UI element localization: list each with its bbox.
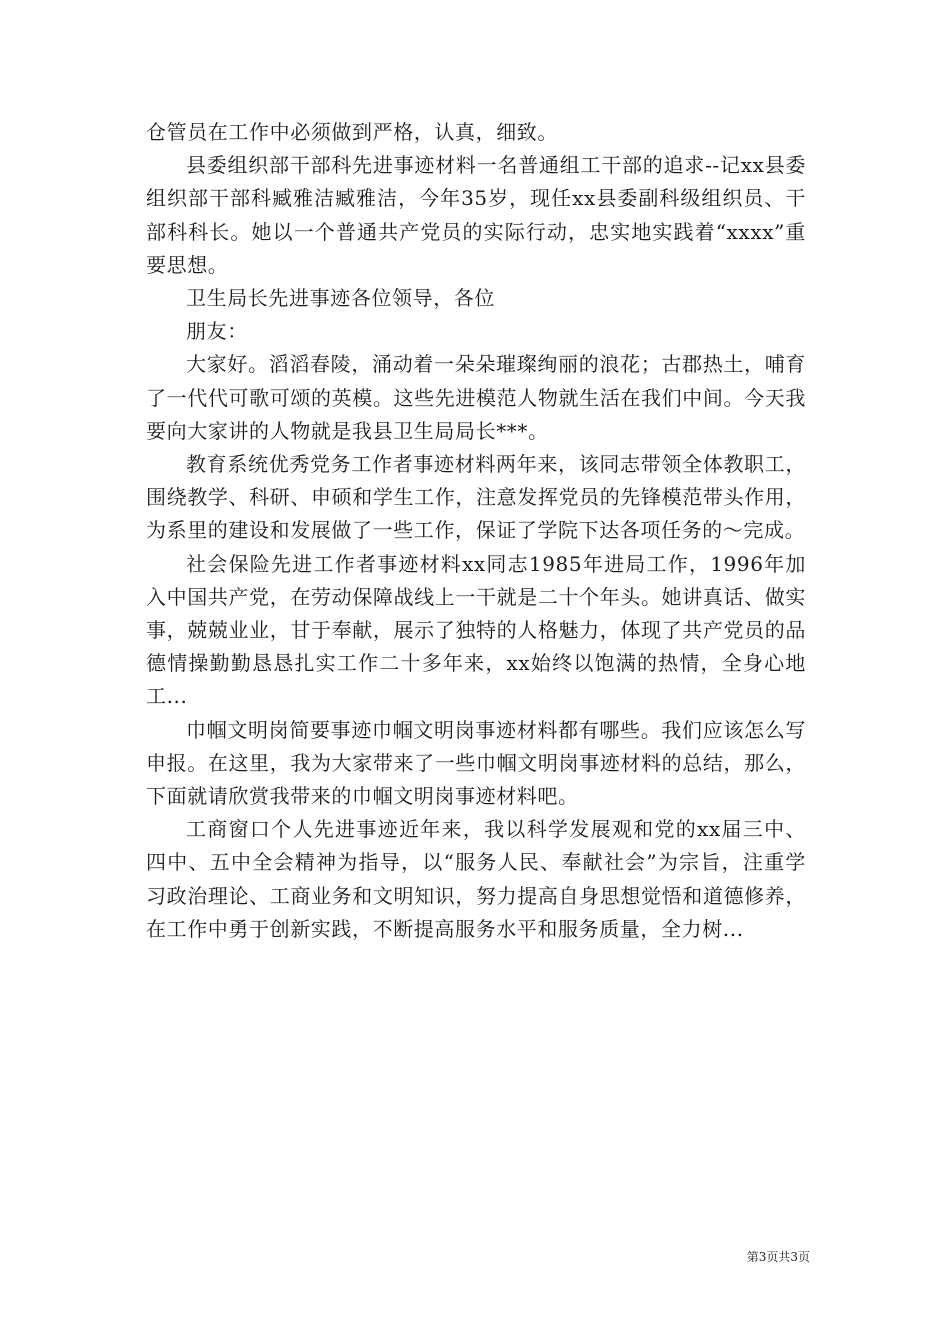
paragraph-8: 巾帼文明岗简要事迹巾帼文明岗事迹材料都有哪些。我们应该怎么写申报。在这里，我为大家带来了一些巾帼文明岗事迹材料的总结，那么，下面就请欣赏我带来的巾帼文明岗事迹材料吧。 bbox=[146, 717, 806, 809]
paragraph-4: 朋友： bbox=[186, 319, 248, 344]
paragraph-3: 卫生局长先进事迹各位领导，各位 bbox=[186, 286, 495, 311]
paragraph-6: 教育系统优秀党务工作者事迹材料两年来，该同志带领全体教职工，围绕教学、科研、申硕和学生工作，注意发挥党员的先锋模范带头作用，为系里的建设和发展做了一些工作，保证了学院下达各项任务的～完成。 bbox=[146, 452, 806, 543]
paragraph-9: 工商窗口个人先进事迹近年来，我以科学发展观和党的xx届三中、四中、五中全会精神为指导，以“服务人民、奉献社会”为宗旨，注重学习政治理论、工商业务和文明知识，努力提高自身思想觉悟和道德修养，在工作中勇于创新实践，不断提高服务水平和服务质量，全力树... bbox=[146, 817, 806, 941]
paragraph-1: 仓管员在工作中必须做到严格，认真，细致。 bbox=[146, 120, 558, 144]
paragraph-2: 县委组织部干部科先进事迹材料一名普通组工干部的追求--记xx县委组织部干部科臧雅洁臧雅洁，今年35岁，现任xx县委副科级组织员、干部科科长。她以一个普通共产党员的实际行动，忠实地实践着“xxxx”重要思想。 bbox=[146, 153, 806, 277]
paragraph-5: 大家好。滔滔春陵，涌动着一朵朵璀璨绚丽的浪花；古郡热土，哺育了一代代可歌可颂的英模。这些先进模范人物就生活在我们中间。今天我要向大家讲的人物就是我县卫生局局长***。 bbox=[146, 352, 806, 443]
page-number: 第3页共3页 bbox=[746, 1250, 810, 1264]
paragraph-7: 社会保险先进工作者事迹材料xx同志1985年进局工作，1996年加入中国共产党，在劳动保障战线上一干就是二十个年头。她讲真话、做实事，兢兢业业，甘于奉献，展示了独特的人格魅力，体现了共产党员的品德情操勤勤恳恳扎实工作二十多年来，xx始终以饱满的热情，全身心地工... bbox=[146, 551, 806, 709]
document-body bbox=[146, 116, 806, 946]
